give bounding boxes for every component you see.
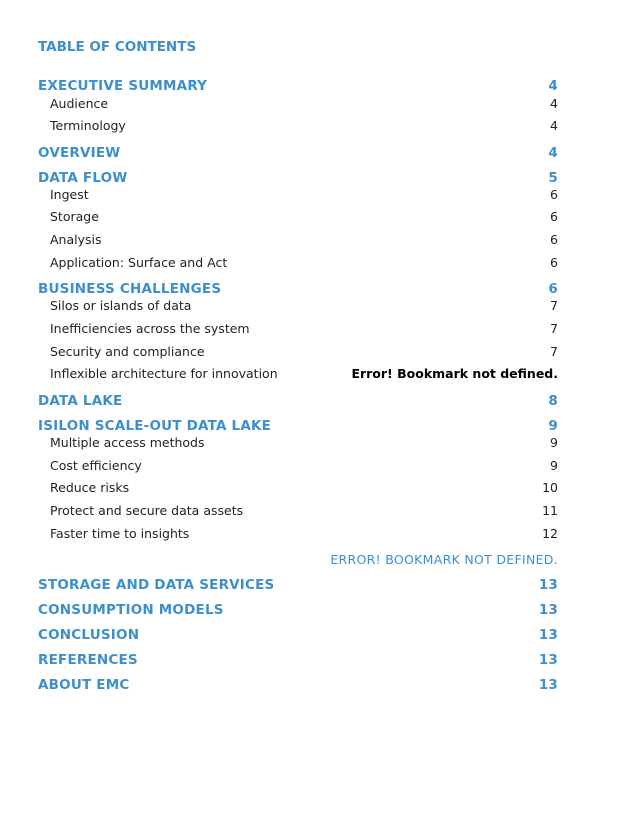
toc-entry-page: 4 [548, 145, 558, 161]
toc-entry-page: 13 [538, 577, 558, 593]
toc-entry-label: Cost efficiency [50, 458, 142, 473]
toc-entry-page: 11 [542, 503, 558, 518]
toc-entry-executive-summary[interactable] [38, 78, 558, 94]
toc-entry-label: Reduce risks [50, 480, 130, 495]
toc-entry-label: Application: Surface and Act [50, 255, 228, 270]
toc-entry-protect-and-secure[interactable] [50, 503, 558, 518]
toc-entry-references[interactable] [38, 652, 558, 668]
toc-entry-label: Terminology [50, 118, 126, 133]
toc-entry-application-surface-and-act[interactable] [50, 255, 558, 270]
toc-entry-inflexible-architecture[interactable] [50, 366, 558, 381]
toc-entry-page: 4 [550, 118, 558, 133]
toc-entry-page: 6 [550, 187, 558, 202]
toc-entry-analysis[interactable] [50, 232, 558, 247]
toc-entry-label: STORAGE AND DATA SERVICES [38, 577, 275, 593]
toc-entry-page: 13 [538, 652, 558, 668]
toc-entry-isilon-scale-out-data-lake[interactable] [38, 418, 558, 434]
toc-entry-error-text: Error! Bookmark not defined. [351, 366, 558, 381]
toc-entry-page: 8 [548, 393, 558, 409]
toc-entry-page: 5 [548, 170, 558, 186]
toc-entry-label: DATA LAKE [38, 393, 123, 409]
toc-entry-storage[interactable] [50, 209, 558, 224]
toc-entry-conclusion[interactable] [38, 627, 558, 643]
toc-entry-data-lake[interactable] [38, 393, 558, 409]
toc-entry-label: Inefficiencies across the system [50, 321, 250, 336]
toc-entry-label: Ingest [50, 187, 89, 202]
toc-entry-label: CONSUMPTION MODELS [38, 602, 224, 618]
toc-entry-label: BUSINESS CHALLENGES [38, 281, 222, 297]
toc-entry-overview[interactable] [38, 145, 558, 161]
toc-entry-reduce-risks[interactable] [50, 480, 558, 495]
toc-entry-page: 6 [550, 255, 558, 270]
toc-entry-label: Multiple access methods [50, 435, 205, 450]
toc-entry-label: ISILON SCALE-OUT DATA LAKE [38, 418, 272, 434]
toc-entry-label: Faster time to insights [50, 526, 190, 541]
toc-entry-label: REFERENCES [38, 652, 138, 668]
toc-entry-error-bookmark[interactable] [38, 552, 558, 567]
toc-entry-page: 12 [542, 526, 558, 541]
toc-entry-page: 6 [548, 281, 558, 297]
toc-entry-silos[interactable] [50, 298, 558, 313]
toc-entry-business-challenges[interactable] [38, 281, 558, 297]
toc-entry-ingest[interactable] [50, 187, 558, 202]
toc-entry-label: Protect and secure data assets [50, 503, 244, 518]
toc-entry-cost-efficiency[interactable] [50, 458, 558, 473]
toc-entry-multiple-access-methods[interactable] [50, 435, 558, 450]
toc-entry-terminology[interactable] [50, 118, 558, 133]
toc-title: TABLE OF CONTENTS [38, 39, 197, 55]
toc-entry-about-emc[interactable] [38, 677, 558, 693]
toc-entry-label: Inflexible architecture for innovation [50, 366, 278, 381]
toc-entry-page: 13 [538, 627, 558, 643]
toc-entry-page: 6 [550, 232, 558, 247]
toc-entry-page: 4 [550, 96, 558, 111]
toc-entry-error-text: ERROR! BOOKMARK NOT DEFINED. [330, 552, 558, 567]
toc-entry-label: DATA FLOW [38, 170, 128, 186]
toc-entry-page: 7 [550, 344, 558, 359]
toc-entry-label: ABOUT EMC [38, 677, 130, 693]
toc-entry-label: Security and compliance [50, 344, 205, 359]
toc-entry-consumption-models[interactable] [38, 602, 558, 618]
toc-entry-page: 10 [542, 480, 558, 495]
toc-entry-label: Silos or islands of data [50, 298, 192, 313]
toc-entry-page: 9 [550, 435, 558, 450]
toc-entry-label: CONCLUSION [38, 627, 140, 643]
toc-entry-page: 9 [550, 458, 558, 473]
toc-entry-page: 7 [550, 321, 558, 336]
toc-entry-security-and-compliance[interactable] [50, 344, 558, 359]
toc-entry-storage-and-data-services[interactable] [38, 577, 558, 593]
toc-entry-label: Audience [50, 96, 109, 111]
toc-entry-page: 4 [548, 78, 558, 94]
toc-entry-data-flow[interactable] [38, 170, 558, 186]
toc-entry-audience[interactable] [50, 96, 558, 111]
toc-entry-label: OVERVIEW [38, 145, 121, 161]
toc-entry-label: Storage [50, 209, 99, 224]
toc-entry-page: 6 [550, 209, 558, 224]
toc-entry-page: 7 [550, 298, 558, 313]
toc-entry-label: Analysis [50, 232, 102, 247]
toc-entry-page: 9 [548, 418, 558, 434]
toc-entry-page: 13 [538, 602, 558, 618]
toc-entry-inefficiencies[interactable] [50, 321, 558, 336]
toc-entry-label: EXECUTIVE SUMMARY [38, 78, 208, 94]
toc-entry-page: 13 [538, 677, 558, 693]
toc-entry-faster-time-to-insights[interactable] [50, 526, 558, 541]
